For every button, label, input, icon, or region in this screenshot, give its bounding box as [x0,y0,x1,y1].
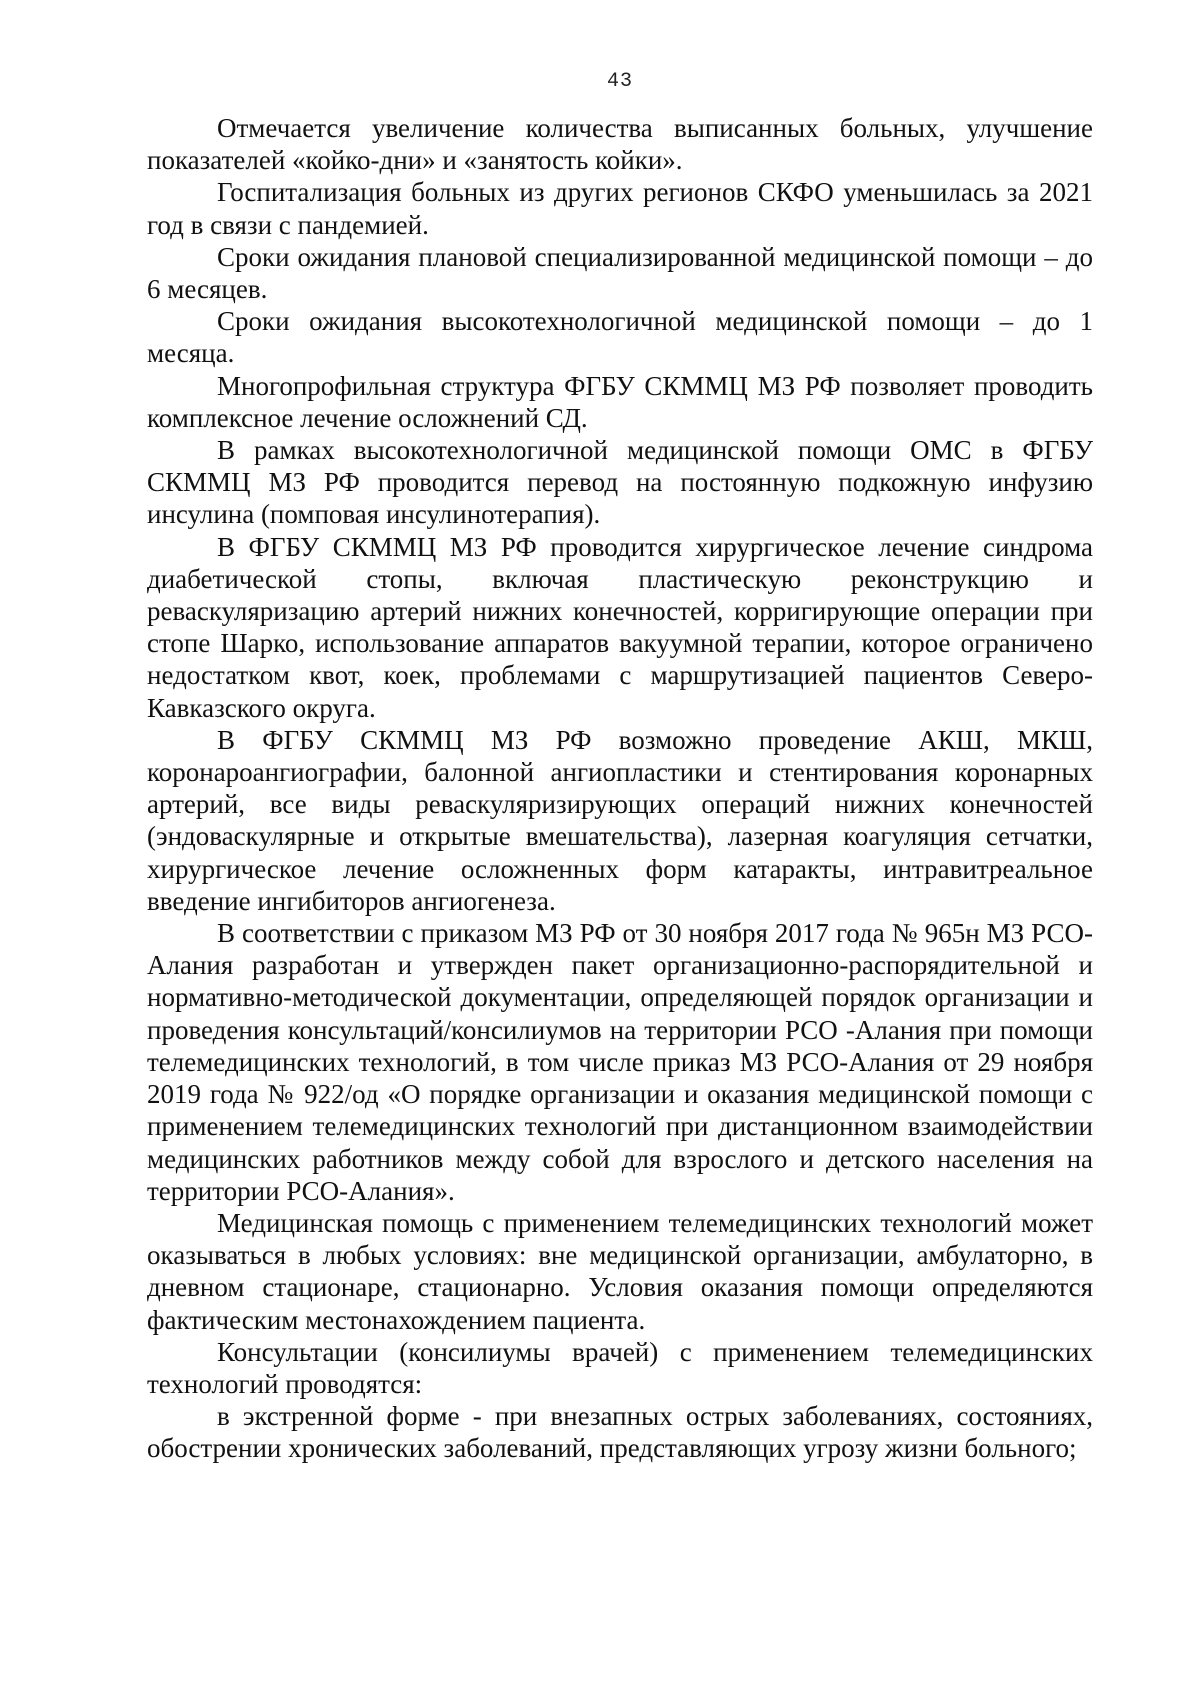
paragraph-2: Госпитализация больных из других регионов СКФО уменьшилась за 2021 год в связи с пандемией. [147,177,1093,240]
paragraph-4: Сроки ожидания высокотехнологичной медицинской помощи – до 1 месяца. [147,306,1093,369]
document-body [147,112,1093,1465]
paragraph-9: В соответствии с приказом МЗ РФ от 30 ноября 2017 года № 965н МЗ РСО-Алания разработан и утвержден пакет организационно-распорядительной и нормативно-методической документации, определяющей порядок организации и проведения консультаций/консилиумов на территории РСО -Алания при помощи телемедицинских технологий, в том числе приказ МЗ РСО-Алания от 29 ноября 2019 года № 922/од «О порядке организации и оказания медицинской помощи с применением телемедицинских технологий при дистанционном взаимодействии медицинских работников между собой для взрослого и детского населения на территории РСО-Алания». [147,918,1093,1206]
page-number: 43 [606,70,633,93]
paragraph-12: в экстренной форме - при внезапных острых заболеваниях, состояниях, обострении хронических заболеваний, представляющих угрозу жизни больного; [147,1401,1093,1464]
paragraph-3: Сроки ожидания плановой специализированной медицинской помощи – до 6 месяцев. [147,241,1093,305]
paragraph-6: В рамках высокотехнологичной медицинской помощи ОМС в ФГБУ СКММЦ МЗ РФ проводится перевод на постоянную подкожную инфузию инсулина (помповая инсулинотерапия). [147,435,1093,530]
paragraph-7: В ФГБУ СКММЦ МЗ РФ проводится хирургическое лечение синдрома диабетической стопы, включая пластическую реконструкцию и реваскуляризацию артерий нижних конечностей, корригирующие операции при стопе Шарко, использование аппаратов вакуумной терапии, которое ограничено недостатком квот, коек, проблемами с маршрутизацией пациентов Северо-Кавказского округа. [147,531,1093,723]
paragraph-8: В ФГБУ СКММЦ МЗ РФ возможно проведение АКШ, МКШ, коронароангиографии, балонной ангиопластики и стентирования коронарных артерий, все виды реваскуляризирующих операций нижних конечностей (эндоваскулярные и открытые вмешательства), лазерная коагуляция сетчатки, хирургическое лечение осложненных форм катаракты, интравитреальное введение ингибиторов ангиогенеза. [147,724,1093,916]
paragraph-11: Консультации (консилиумы врачей) с применением телемедицинских технологий проводятся: [147,1336,1093,1399]
paragraph-1: Отмечается увеличение количества выписанных больных, улучшение показателей «койко-дни» и «занятость койки». [147,113,1093,176]
paragraph-10: Медицинская помощь с применением телемедицинских технологий может оказываться в любых условиях: вне медицинской организации, амбулаторно, в дневном стационаре, стационарно. Условия оказания помощи определяются фактическим местонахождением пациента. [147,1207,1093,1335]
paragraph-5: Многопрофильная структура ФГБУ СКММЦ МЗ РФ позволяет проводить комплексное лечение осложнений СД. [147,370,1093,433]
